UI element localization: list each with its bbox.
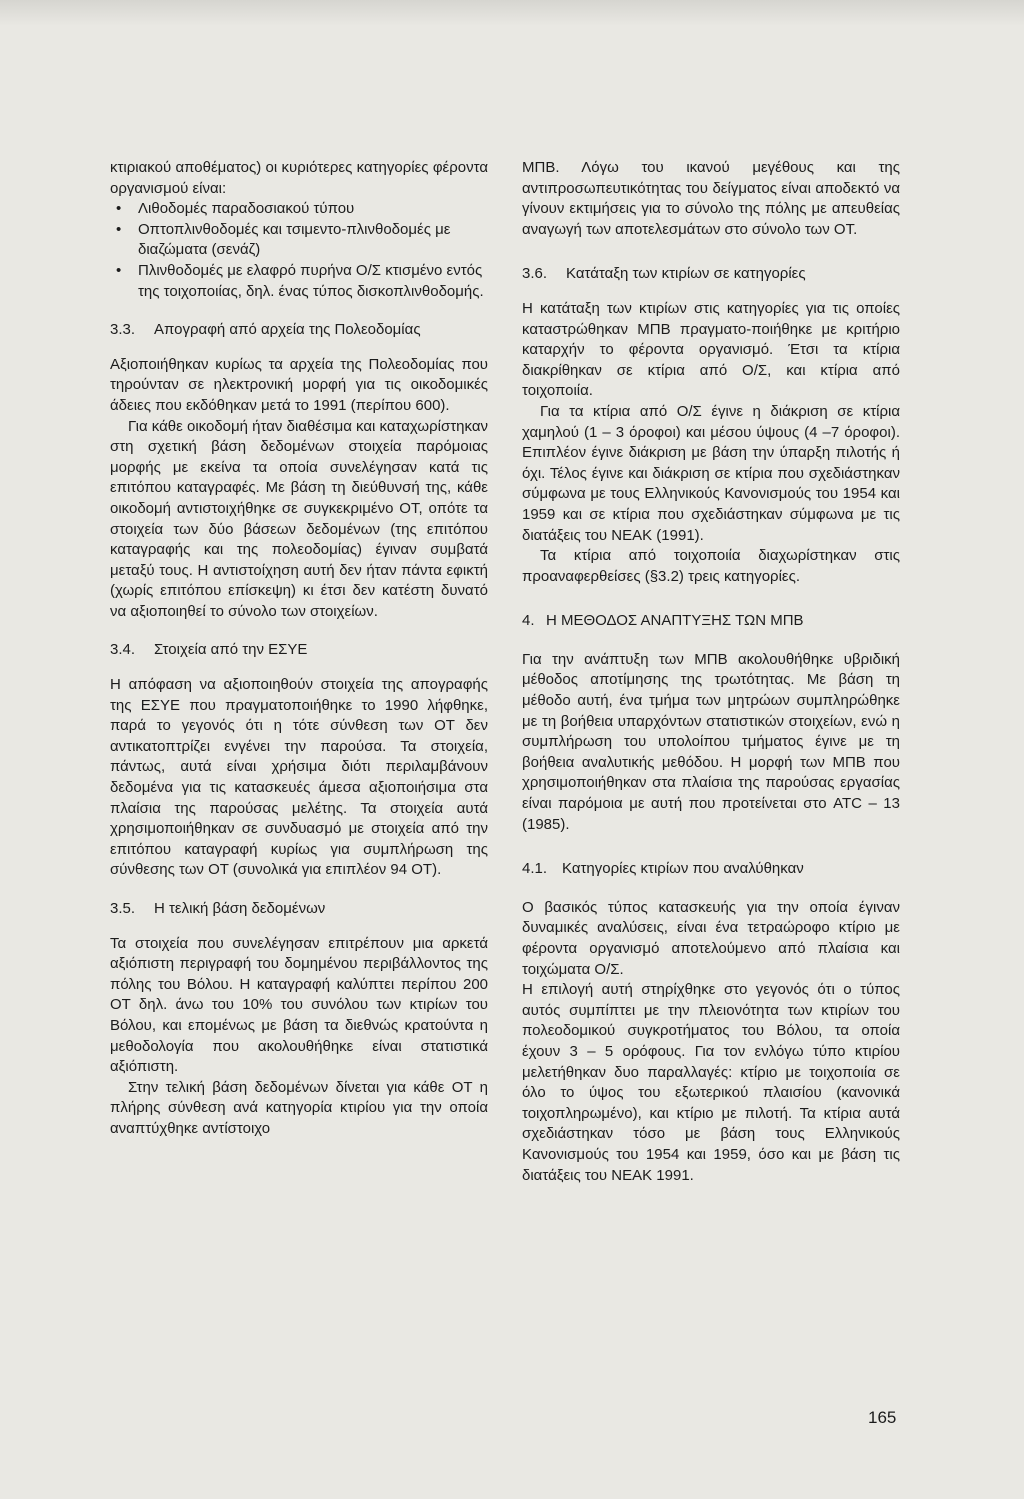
section-number: 4.	[522, 612, 535, 630]
paragraph: ΜΠΒ. Λόγω του ικανού μεγέθους και της αντιπροσωπευτικότητας του δείγματος είναι αποδεκτό να γίνουν εκτιμήσεις για το σύνολο της πόλης με απευθείας αναγωγή των αποτελεσμάτων στο σύνολο των ΟΤ.	[522, 159, 900, 238]
section-heading-3-5	[110, 899, 488, 920]
section-title: Κατηγορίες κτιρίων που αναλύθηκαν	[562, 860, 804, 878]
scan-border	[0, 0, 1024, 26]
section-heading-3-4	[110, 640, 488, 661]
paragraph: Ο βασικός τύπος κατασκευής για την οποία έγιναν δυναμικές αναλύσεις, είναι ένα τετραώροφο κτίριο με φέροντα οργανισμό αποτελούμενο από πλαίσια και τοιχώματα Ο/Σ.	[522, 898, 900, 978]
section-title: Η τελική βάση δεδομένων	[154, 900, 326, 917]
section-number: 3.5.	[110, 900, 136, 917]
section-number: 3.6.	[522, 265, 548, 283]
paragraph: Στην τελική βάση δεδομένων δίνεται για κάθε ΟΤ η πλήρης σύνθεση ανά κατηγορία κτιρίου για την οποία αναπτύχθηκε αντίστοιχο	[110, 1078, 488, 1137]
section-heading-4	[522, 611, 900, 632]
section-heading-4-1	[522, 859, 900, 880]
left-column	[110, 158, 488, 1140]
paragraph: Η επιλογή αυτή στηρίχθηκε στο γεγονός ότι ο τύπος αυτός συμπίπτει με την πλειονότητα των κτιρίων του πολεοδομικού συγκροτήματος του Βόλου, τα οποία έχουν 3 – 5 ορόφους. Για τον ενλόγω τύπο κτιρίου μελετήθηκαν δυο παραλλαγές: κτίριο με τοιχοποιία σε όλο το ύψος του εξωτερικού πλαισίου (κανονικά τοιχοπληρωμένο), και κτίριο με πιλοτή. Τα κτίρια αυτά σχεδιάστηκαν τόσο με βάση τους Ελληνικούς Κανονισμούς του 1954 και 1959, όσο και με βάση τις διατάξεις του ΝΕΑΚ 1991.	[522, 981, 900, 1184]
paragraph: Για κάθε οικοδομή ήταν διαθέσιμα και καταχωρίστηκαν στη σχετική βάση δεδομένων στοιχεία παρόμοιας μορφής με εκείνα τα οποία συνελέγησαν κατά τις επιτόπου καταγραφές. Με βάση τη διεύθυνσή της, κάθε οικοδομή αντιστοιχήθηκε σε συγκεκριμένο ΟΤ, οπότε τα στοιχεία των δύο βάσεων δεδομένων (της επιτόπου καταγραφής και της πολεοδομίας) έγιναν συμβατά μεταξύ τους. Η αντιστοίχηση αυτή δεν ήταν πάντα εφικτή (χωρίς επιτόπου επίσκεψη) κι έτσι δεν κατέστη δυνατό να αξιοποιηθεί το σύνολο των στοιχείων.	[110, 417, 488, 620]
section-number: 3.3.	[110, 321, 136, 339]
paragraph: Η κατάταξη των κτιρίων στις κατηγορίες για τις οποίες καταστρώθηκαν ΜΠΒ πραγματο-ποιήθηκε με κριτήριο καταρχήν το φέροντα οργανισμό. Έτσι τα κτίρια διακρίθηκαν σε κτίρια από Ο/Σ, και κτίρια από τοιχοποιία.	[522, 299, 900, 400]
section-heading-3-3	[110, 320, 488, 341]
section-title: Απογραφή από αρχεία της Πολεοδομίας	[154, 321, 421, 339]
section-heading-3-6	[522, 264, 900, 285]
paragraph: Τα κτίρια από τοιχοποιία διαχωρίστηκαν στις προαναφερθείσες (§3.2) τρεις κατηγορίες.	[522, 547, 900, 585]
section-number: 3.4.	[110, 641, 136, 659]
structure-type-list	[110, 199, 488, 302]
section-number: 4.1.	[522, 860, 548, 878]
section-title: Στοιχεία από την ΕΣΥΕ	[154, 641, 308, 659]
page-number: 165	[868, 1408, 897, 1427]
paragraph: Για τα κτίρια από Ο/Σ έγινε η διάκριση σε κτίρια χαμηλού (1 – 3 όροφοι) και μέσου ύψους (4 –7 όροφοι). Επιπλέον έγινε διάκριση με βάση την ύπαρξη πιλοτής ή όχι. Τέλος έγινε και διάκριση σε κτίρια που σχεδιάστηκαν σύμφωνα με τους Ελληνικούς Κανονισμούς του 1954 και 1959 και σε κτίρια που σχεδιάστηκαν σύμφωνα με τις διατάξεις του ΝΕΑΚ (1991).	[522, 402, 900, 544]
intro-paragraph: κτιριακού αποθέματος) οι κυριότερες κατηγορίες φέροντα οργανισμού είναι:	[110, 159, 488, 197]
paragraph: Αξιοποιήθηκαν κυρίως τα αρχεία της Πολεοδομίας που τηρούνταν σε ηλεκτρονική μορφή για τις οικοδομικές άδειες που εκδόθηκαν μετά το 1991 (περίπου 600).	[110, 355, 488, 414]
list-item: • Πλινθοδομές με ελαφρό πυρήνα Ο/Σ κτισμένο εντός της τοιχοποιίας, δηλ. ένας τύπος δισκοπλινθοδομής.	[110, 261, 488, 302]
paragraph: Για την ανάπτυξη των ΜΠΒ ακολουθήθηκε υβριδική μέθοδος αποτίμησης της τρωτότητας. Με βάση τη μέθοδο αυτή, ένα τμήμα των μητρώων συμπληρώθηκε με τη βοήθεια υπαρχόντων στατιστικών στοιχείων, ενώ η συμπλήρωση του υπολοίπου τμήματος έγινε με τη βοήθεια αναλυτικής μεθόδου. Η μορφή των ΜΠΒ που χρησιμοποιήθηκαν στα πλαίσια της παρούσας εργασίας είναι παρόμοια με αυτή που προτείνεται στο ATC – 13 (1985).	[522, 650, 900, 833]
list-item: • Οπτοπλινθοδομές και τσιμεντο-πλινθοδομές με διαζώματα (σενάζ)	[110, 220, 488, 261]
section-title: Κατάταξη των κτιρίων σε κατηγορίες	[566, 265, 806, 283]
paragraph: Η απόφαση να αξιοποιηθούν στοιχεία της απογραφής της ΕΣΥΕ που πραγματοποιήθηκε το 1990 λήφθηκε, παρά το γεγονός ότι η τότε σύνθεση των ΟΤ δεν αντικατοπτρίζει ενγένει την παρούσα. Τα στοιχεία, πάντως, αυτά είναι χρήσιμα διότι περιλαμβάνουν δεδομένα για τις κατασκευές άμεσα αξιοποιήσιμα στα πλαίσια της παρούσας μελέτης. Τα στοιχεία αυτά χρησιμοποιήθηκαν σε συνδυασμό με στοιχεία από την επιτόπου καταγραφή κυρίως για συμπλήρωση της σύνθεσης των ΟΤ (συνολικά για επιπλέον 94 ΟΤ).	[110, 676, 488, 879]
list-item: • Λιθοδομές παραδοσιακού τύπου	[110, 199, 488, 220]
section-title: Η ΜΕΘΟΔΟΣ ΑΝΑΠΤΥΞΗΣ ΤΩΝ ΜΠΒ	[546, 612, 804, 630]
paragraph: Τα στοιχεία που συνελέγησαν επιτρέπουν μια αρκετά αξιόπιστη περιγραφή του δομημένου περιβάλλοντος της πόλης του Βόλου. Η καταγραφή καλύπτει περίπου 200 ΟΤ δηλ. άνω του 10% του συνόλου των κτιρίων του Βόλου, και επομένως με βάση τα διεθνώς κρατούντα η μεθοδολογία που ακολουθήθηκε είναι στατιστικά αξιόπιστη.	[110, 934, 488, 1076]
right-column	[522, 158, 900, 1186]
